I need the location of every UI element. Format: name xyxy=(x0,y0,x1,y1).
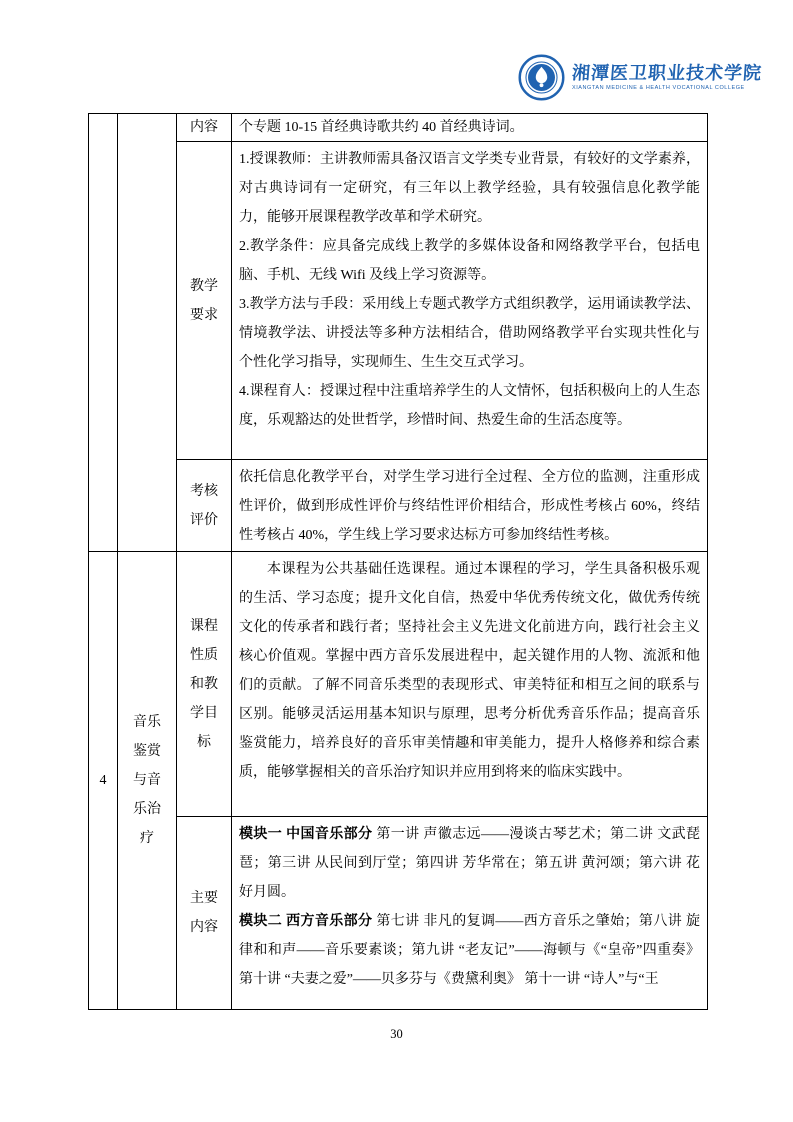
paragraph: 2.教学条件：应具备完成线上教学的多媒体设备和网络教学平台，包括电脑、手机、无线 Wifi 及线上学习资源等。 xyxy=(239,239,700,283)
college-logo xyxy=(518,54,762,101)
row-label-teaching-requirements xyxy=(177,142,232,460)
college-name-en: XIANGTAN MEDICINE & HEALTH VOCATIONAL COLLEGE xyxy=(572,85,745,91)
row-label-text: 考核评价 xyxy=(190,483,218,528)
row-label-content xyxy=(177,114,232,142)
row-label-text: 课程性质和教学目标 xyxy=(190,618,218,750)
paragraph-module-2 xyxy=(239,907,700,994)
content-cell-main-content xyxy=(232,817,707,1009)
content-cell-teaching-requirements xyxy=(232,142,707,460)
empty-index-cell xyxy=(89,114,118,552)
course-syllabus-table xyxy=(88,113,708,1010)
course-name: 音乐鉴赏与音乐治疗 xyxy=(133,715,161,846)
module-1-body: 第一讲 声徽志远——漫谈古琴艺术；第二讲 文武琵琶；第三讲 从民间到厅堂；第四讲 芳华常在；第五讲 黄河颂；第六讲 花好月圆。 xyxy=(239,827,701,900)
paragraph: 本课程为公共基础任选课程。通过本课程的学习，学生具备积极乐观的生活、学习态度；提升文化自信，热爱中华优秀传统文化，做优秀传统文化的传承者和践行者；坚持社会主义先进文化前进方向，践行社会主义核心价值观。掌握中西方音乐发展进程中，起关键作用的人物、流派和他们的贡献。了解不同音乐类型的表现形式、审美特征和相互之间的联系与区别。能够灵活运用基本知识与原理，思考分析优秀音乐作品；提高音乐鉴赏能力，培养良好的音乐审美情趣和审美能力，提升人格修养和综合素质，能够掌握相关的音乐治疗知识并应用到将来的临床实践中。 xyxy=(239,562,700,780)
row-label-text: 教学要求 xyxy=(190,278,218,323)
course-index-cell xyxy=(89,552,118,1009)
course-name-cell xyxy=(118,552,177,1009)
row-label-course-nature-objectives xyxy=(177,552,232,817)
page-number: 30 xyxy=(390,1027,403,1041)
module-2-body: 第七讲 非凡的复调——西方音乐之肇始；第八讲 旋律和和声——音乐要素谈；第九讲 “老友记”——海顿与《“皇帝”四重奏》第十讲 “夫妻之爱”——贝多芬与《费黛利奥》 第十一讲 “诗人”与“王 xyxy=(239,914,701,987)
row-label-assessment xyxy=(177,460,232,552)
paragraph: 依托信息化教学平台，对学生学习进行全过程、全方位的监测，注重形成性评价，做到形成性评价与终结性评价相结合，形成性考核占 60%，终结性考核占 40%，学生线上学习要求达标方可参加终结性考核。 xyxy=(239,470,700,543)
college-name-zh: 湘潭医卫职业技术学院 xyxy=(571,63,763,83)
module-2-heading: 模块二 西方音乐部分 xyxy=(239,914,373,929)
module-1-heading: 模块一 中国音乐部分 xyxy=(239,827,373,842)
content-cell-assessment xyxy=(232,460,707,552)
paragraph: 4.课程育人：授课过程中注重培养学生的人文情怀，包括积极向上的人生态度，乐观豁达的处世哲学，珍惜时间、热爱生命的生活态度等。 xyxy=(239,384,700,428)
row-label-main-content xyxy=(177,817,232,1009)
college-logo-emblem xyxy=(518,54,565,101)
empty-course-cell xyxy=(118,114,177,552)
paragraph: 1.授课教师：主讲教师需具备汉语言文学类专业背景，有较好的文学素养，对古典诗词有一定研究，有三年以上教学经验，具有较强信息化教学能力，能够开展课程教学改革和学术研究。 xyxy=(239,152,700,225)
content-cell-course-nature-objectives xyxy=(232,552,707,817)
row-label-text: 主要内容 xyxy=(190,891,218,935)
paragraph: 3.教学方法与手段：采用线上专题式教学方式组织教学，运用诵读教学法、情境教学法、讲授法等多种方法相结合，借助网络教学平台实现共性化与个性化学习指导，实现师生、生生交互式学习。 xyxy=(239,297,700,370)
content-cell-content xyxy=(232,114,707,142)
course-index: 4 xyxy=(99,772,107,788)
paragraph-module-1 xyxy=(239,820,700,907)
paragraph: 个专题 10-15 首经典诗歌共约 40 首经典诗词。 xyxy=(239,120,524,135)
row-label-text: 内容 xyxy=(190,120,218,135)
college-logo-text xyxy=(572,62,762,93)
